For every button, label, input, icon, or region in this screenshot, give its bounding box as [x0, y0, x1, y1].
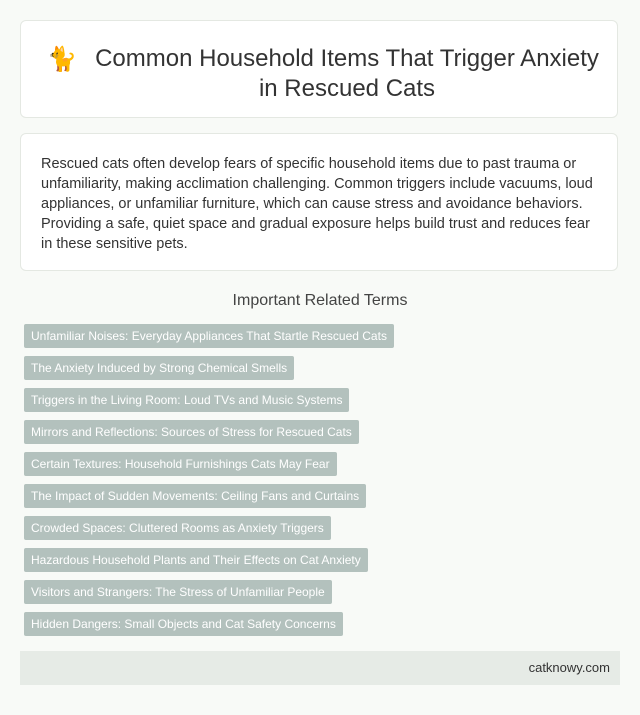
related-term-tag[interactable]: Hazardous Household Plants and Their Effects on Cat Anxiety — [24, 548, 368, 572]
page-title: Common Household Items That Trigger Anxiety in Rescued Cats — [95, 45, 599, 102]
related-term-tag[interactable]: Hidden Dangers: Small Objects and Cat Safety Concerns — [24, 612, 343, 636]
related-terms-heading: Important Related Terms — [232, 292, 408, 309]
summary-card — [20, 133, 618, 271]
related-terms-list — [24, 324, 620, 644]
summary-text: Rescued cats often develop fears of specific household items due to past trauma or unfamiliarity, making acclimation challenging. Common triggers include vacuums, loud appliances, or unfamiliar furniture, which can cause stress and avoidance behaviors. Providing a safe, quiet space and gradual exposure helps build trust and reduces fear in these sensitive pets. — [41, 156, 593, 252]
related-term-tag[interactable]: Visitors and Strangers: The Stress of Unfamiliar People — [24, 580, 332, 604]
footer — [20, 651, 620, 685]
related-term-tag[interactable]: Mirrors and Reflections: Sources of Stress for Rescued Cats — [24, 420, 359, 444]
cat-icon: 🐈 — [47, 46, 77, 73]
related-term-tag[interactable]: Triggers in the Living Room: Loud TVs and Music Systems — [24, 388, 349, 412]
related-term-tag[interactable]: The Anxiety Induced by Strong Chemical Smells — [24, 356, 294, 380]
related-term-tag[interactable]: The Impact of Sudden Movements: Ceiling Fans and Curtains — [24, 484, 366, 508]
site-name[interactable]: catknowy.com — [528, 660, 610, 675]
title-card — [20, 20, 618, 118]
related-term-tag[interactable]: Certain Textures: Household Furnishings Cats May Fear — [24, 452, 337, 476]
related-term-tag[interactable]: Crowded Spaces: Cluttered Rooms as Anxiety Triggers — [24, 516, 331, 540]
related-term-tag[interactable]: Unfamiliar Noises: Everyday Appliances That Startle Rescued Cats — [24, 324, 394, 348]
